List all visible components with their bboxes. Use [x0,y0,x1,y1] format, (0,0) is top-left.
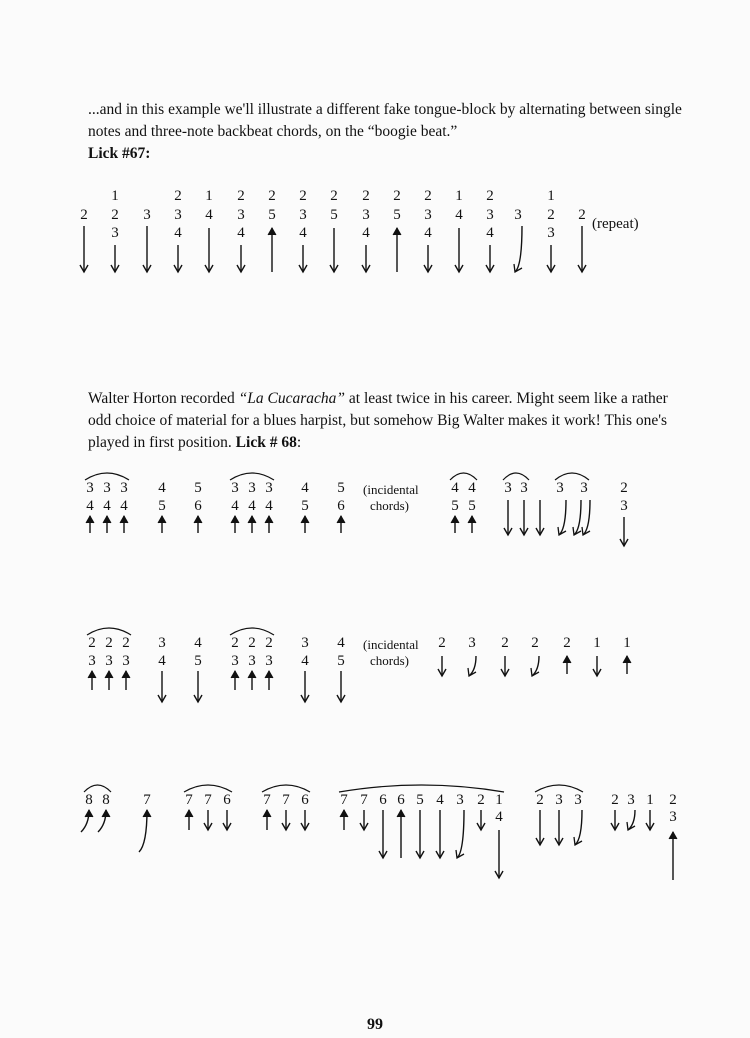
lick-67-note: 3 [237,207,245,223]
lick-68-row-3-draw-arrow [436,810,444,858]
lick-68-row-2-draw-arrow [158,671,166,702]
lick-68-row-3-bend-arrow [456,810,464,858]
lick-68-row-3-draw-arrow [204,810,212,830]
lick-68-row-1-note: 5 [451,498,459,514]
lick-68-row-2-draw-arrow [593,656,601,676]
lick-67-note: 3 [486,207,494,223]
repeat-label: (repeat) [592,216,639,232]
lick-68-row-1-note: 3 [580,480,588,496]
lick-68-row-2-note: 3 [231,653,239,669]
lick-67-note: 1 [455,188,463,204]
lick-68-row-1-note: 6 [337,498,345,514]
lick-68-row-2-blow-arrow [563,656,571,674]
lick-68-row-3-note: 4 [495,809,503,825]
lick-68-row-2-blow-arrow [88,671,96,690]
lick-68-label: Lick # 68 [235,434,297,451]
lick-67-draw-arrow [424,245,432,272]
lick-68-row-3-note: 7 [143,792,151,808]
lick-68-row-1-bend-arrow [582,500,590,535]
lick-68-row-2-blow-arrow [105,671,113,690]
lick-68-row-3-draw-arrow [223,810,231,830]
lick-68-row-1-slur-arc [85,473,129,480]
lick-68-row-3-note: 3 [456,792,464,808]
lick-67-draw-arrow [111,245,119,272]
incidental-chords-label-1b: chords) [370,498,409,513]
lick-68-row-2-draw-arrow [337,671,345,702]
lick-68-row-2-note: 2 [248,635,256,651]
lick-67-tab [80,188,586,272]
lick-68-row-2-note: 2 [231,635,239,651]
lick-68-row-3-slur-arc [535,785,583,792]
lick-68-row-3-note: 2 [669,792,677,808]
lick-68-row-3-draw-arrow [646,810,654,830]
lick-67-note: 3 [362,207,370,223]
lick-67-note: 4 [486,225,494,241]
lick-68-row-2-note: 3 [88,653,96,669]
lick-68-row-1-note: 4 [248,498,256,514]
lick-67-draw-arrow [362,245,370,272]
lick-68-row-1-blow-arrow [231,516,239,533]
horton-text-after: at least twice in his career. Might seem like a rather odd choice of material for a blues harpist, but somehow Big Walter makes it work! This one's played in first position. [88,390,668,451]
lick-68-row-1-blow-arrow [158,516,166,533]
lick-67-note: 5 [330,207,338,223]
lick-68-row-3-note: 7 [282,792,290,808]
lick-67-draw-arrow [237,245,245,272]
lick-67-note: 3 [143,207,151,223]
lick-67-note: 3 [514,207,522,223]
lick-68-row-2-note: 2 [501,635,509,651]
lick-68-row-1-note: 4 [451,480,459,496]
lick-67-note: 2 [299,188,307,204]
lick-68-row-3-note: 3 [555,792,563,808]
lick-67-note: 4 [455,207,463,223]
lick-68-row-2 [87,628,631,702]
lick-68-row-3-draw-arrow [282,810,290,830]
lick-68-row-2-note: 5 [337,653,345,669]
lick-68-row-1-blow-arrow [194,516,202,533]
lick-68-row-2-blow-arrow [231,671,239,690]
lick-68-row-3-note: 4 [436,792,444,808]
lick-68-row-3-note: 6 [223,792,231,808]
lick-68-row-1-note: 5 [337,480,345,496]
lick-68-row-2-blow-arrow [265,671,273,690]
lick-68-row-2-draw-arrow [194,671,202,702]
lick-68-row-2-note: 1 [623,635,631,651]
lick-67-note: 3 [111,225,119,241]
lick-68-row-2-note: 2 [265,635,273,651]
lick-67-label: Lick #67: [88,145,151,162]
lick-67-draw-arrow [205,228,213,272]
lick-67-draw-arrow [547,245,555,272]
lick-68-row-2-slur-arc [230,628,274,635]
lick-68-row-2-blow-arrow [122,671,130,690]
lick-68-row-2-blow-arrow [623,656,631,674]
lick-68-row-2-note: 2 [88,635,96,651]
lick-68-row-1-note: 4 [86,498,94,514]
lick-68-row-1-note: 5 [301,498,309,514]
lick-68-row-1-note: 2 [620,480,628,496]
horton-text-before: Walter Horton recorded [88,390,239,407]
lick-68-row-1-blow-arrow [86,516,94,533]
lick-68-row-1-blow-arrow [103,516,111,533]
song-title: “La Cucaracha” [238,390,346,407]
lick-67-note: 2 [111,207,119,223]
lick-68-row-1-note: 4 [301,480,309,496]
lick-68-row-3 [81,785,677,880]
lick-67-note: 2 [547,207,555,223]
lick-68-row-1-note: 4 [103,498,111,514]
lick-68-row-3-note: 6 [301,792,309,808]
lick-68-row-3-blow-arrow [669,832,677,880]
page-number: 99 [367,1016,383,1033]
lick-68-row-2-note: 2 [438,635,446,651]
lick-68-row-3-slur-arc [184,785,232,792]
lick-68-row-1-note: 3 [556,480,564,496]
lick-67-note: 2 [424,188,432,204]
lick-67-note: 3 [424,207,432,223]
lick-68-row-2-draw-arrow [501,656,509,676]
lick-67-note: 1 [205,188,213,204]
lick-68-row-3-blow-arrow [263,810,271,830]
lick-67-note: 3 [547,225,555,241]
lick-68-row-1-note: 3 [103,480,111,496]
lick-67-note: 2 [393,188,401,204]
lick-68-row-3-note: 6 [397,792,405,808]
lick-68-row-3-bend-arrow [81,810,93,832]
lick-68-row-2-note: 3 [265,653,273,669]
lick-68-row-3-note: 7 [360,792,368,808]
lick-68-row-2-note: 4 [337,635,345,651]
lick-68-row-1-note: 5 [194,480,202,496]
lick-67-draw-arrow [330,228,338,272]
lick-68-row-3-note: 1 [646,792,654,808]
lick-68-row-1-note: 3 [248,480,256,496]
lick-68-row-1-note: 3 [620,498,628,514]
lick-68-row-2-note: 2 [105,635,113,651]
lick-68-row-2-draw-arrow [438,656,446,676]
lick-68-row-1-draw-arrow [536,500,544,535]
lick-68-row-2-note: 3 [468,635,476,651]
lick-68-row-3-note: 3 [627,792,635,808]
lick-68-row-3-draw-arrow [416,810,424,858]
lick-67-note: 4 [174,225,182,241]
lick-68-row-1-blow-arrow [265,516,273,533]
lick-68-row-1-note: 4 [158,480,166,496]
lick-67-note: 4 [362,225,370,241]
lick-68-row-2-slur-arc [87,628,131,635]
lick-67-note: 2 [330,188,338,204]
lick-68-row-2-note: 4 [158,653,166,669]
lick-67-note: 5 [268,207,276,223]
lick-67-note: 2 [578,207,586,223]
lick-67-draw-arrow [299,245,307,272]
lick-68-row-1-note: 3 [504,480,512,496]
intro-text: ...and in this example we'll illustrate a different fake tongue-block by alternating between single notes and three-note backbeat chords, on the “boogie beat.” [88,101,682,140]
lick-67-note: 4 [237,225,245,241]
lick-68-row-1-blow-arrow [248,516,256,533]
incidental-chords-label-2b: chords) [370,653,409,668]
lick-67-draw-arrow [80,226,88,272]
lick-68-row-1-draw-arrow [620,517,628,546]
lick-67-blow-arrow [393,228,401,272]
lick-67-note: 3 [174,207,182,223]
lick-67-note: 2 [80,207,88,223]
lick-68-row-1-slur-arc [450,473,477,480]
lick-68-row-1-note: 4 [265,498,273,514]
lick-68-row-3-note: 8 [102,792,110,808]
lick-68-row-2-note: 5 [194,653,202,669]
lick-68-row-1-note: 5 [158,498,166,514]
lick-67-note: 1 [547,188,555,204]
lick-68-row-3-blow-arrow [397,810,405,858]
lick-67-note: 2 [268,188,276,204]
lick-68-row-1 [85,473,628,546]
lick-67-note: 2 [362,188,370,204]
lick-68-row-3-note: 7 [185,792,193,808]
lick-68-row-2-draw-arrow [301,671,309,702]
lick-68-row-2-bend-arrow [468,656,476,676]
lick-68-row-3-draw-arrow [379,810,387,858]
lick-68-row-3-bend-arrow [139,810,151,852]
lick-68-row-1-blow-arrow [451,516,459,533]
lick-67-note: 3 [299,207,307,223]
lick-68-row-2-note: 3 [248,653,256,669]
lick-68-row-3-bend-arrow [574,810,582,845]
lick-68-row-3-draw-arrow [536,810,544,845]
lick-68-row-1-slur-arc [555,473,589,480]
lick-67-draw-arrow [174,245,182,272]
lick-68-row-3-draw-arrow [360,810,368,830]
lick-67-bend-arrow [514,226,522,272]
lick-68-row-2-bend-arrow [531,656,539,676]
lick-68-row-1-bend-arrow [558,500,566,535]
lick-68-row-2-note: 4 [301,653,309,669]
lick-68-row-2-note: 3 [301,635,309,651]
lick-68-row-1-note: 4 [120,498,128,514]
lick-68-row-1-slur-arc [230,473,274,480]
lick-68-row-2-note: 3 [122,653,130,669]
lick-68-row-3-slur-arc [262,785,310,792]
lick-67-note: 2 [174,188,182,204]
lick-67-note: 1 [111,188,119,204]
lick-68-row-3-draw-arrow [477,810,485,830]
lick-68-row-2-blow-arrow [248,671,256,690]
lick-68-row-1-blow-arrow [337,516,345,533]
lick-68-row-3-note: 2 [611,792,619,808]
lick-68-row-1-note: 4 [468,480,476,496]
lick-68-row-3-note: 5 [416,792,424,808]
lick-68-row-3-note: 2 [477,792,485,808]
lick-68-row-3-bend-arrow [98,810,110,832]
lick-68-row-1-note: 3 [520,480,528,496]
lick-67-note: 4 [205,207,213,223]
incidental-chords-label-1a: (incidental [363,482,419,497]
lick-68-row-3-note: 6 [379,792,387,808]
lick-68-row-3-slur-arc [84,785,111,792]
lick-68-row-2-note: 3 [158,635,166,651]
lick-68-row-3-note: 7 [204,792,212,808]
lick-68-row-3-note: 3 [574,792,582,808]
lick-68-row-3-slur-arc [339,785,504,792]
lick-68-row-3-draw-arrow [611,810,619,830]
lick-68-row-1-blow-arrow [120,516,128,533]
lick-68-row-3-blow-arrow [340,810,348,830]
lick-68-row-1-blow-arrow [468,516,476,533]
lick-68-row-3-note: 2 [536,792,544,808]
lick-68-row-2-note: 1 [593,635,601,651]
lick-68-row-3-draw-arrow [301,810,309,830]
lick-67-note: 5 [393,207,401,223]
lick-68-row-1-note: 3 [265,480,273,496]
lick-67-note: 4 [424,225,432,241]
lick-68-row-2-note: 4 [194,635,202,651]
lick-68-row-2-note: 2 [563,635,571,651]
lick-68-row-1-blow-arrow [301,516,309,533]
lick-68-row-3-note: 1 [495,792,503,808]
lick-68-row-1-note: 5 [468,498,476,514]
lick-67-note: 2 [486,188,494,204]
lick-68-row-1-note: 3 [231,480,239,496]
lick-68-row-1-note: 6 [194,498,202,514]
lick-67-draw-arrow [143,226,151,272]
lick-67-draw-arrow [455,228,463,272]
lick-68-row-1-slur-arc [503,473,529,480]
lick-68-row-3-note: 7 [340,792,348,808]
lick-67-note: 4 [299,225,307,241]
lick-68-row-3-bend-arrow [627,810,635,830]
lick-68-row-3-note: 7 [263,792,271,808]
lick-68-row-2-note: 2 [122,635,130,651]
lick-67-blow-arrow [268,228,276,272]
incidental-chords-label-2a: (incidental [363,637,419,652]
lick-68-row-3-note: 8 [85,792,93,808]
lick-68-row-1-bend-arrow [573,500,581,535]
lick-68-row-3-blow-arrow [185,810,193,830]
lick-68-row-3-draw-arrow [495,830,503,878]
lick-68-row-1-draw-arrow [504,500,512,535]
lick-68-row-1-draw-arrow [520,500,528,535]
lick-68-colon: : [296,434,302,451]
lick-68-row-2-note: 2 [531,635,539,651]
lick-68-row-2-note: 3 [105,653,113,669]
lick-68-row-1-note: 3 [86,480,94,496]
lick-67-draw-arrow [578,226,586,272]
lick-67-draw-arrow [486,245,494,272]
lick-67-note: 2 [237,188,245,204]
lick-68-row-1-note: 3 [120,480,128,496]
lick-68-row-1-note: 4 [231,498,239,514]
lick-68-row-3-draw-arrow [555,810,563,845]
lick-68-row-3-note: 3 [669,809,677,825]
